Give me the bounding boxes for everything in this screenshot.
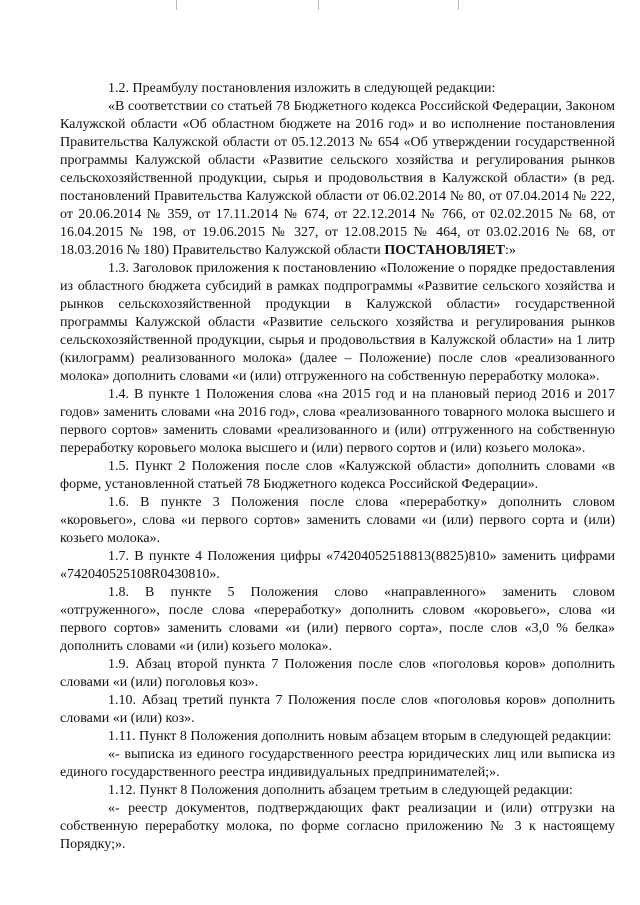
preamble-tail: :» [504,243,516,258]
paragraph-1-12-quote: «- реестр документов, подтверждающих факт реализации и (или) отгрузки на собственную переработку молока, по форме согласно приложению № 3 к настоящему Порядку;». [60,801,615,852]
document-body [60,80,615,854]
paragraph-1-10: 1.10. Абзац третий пункта 7 Положения после слов «поголовья коров» дополнить словами «и (или) коз». [60,693,615,726]
paragraph-preamble [60,98,615,260]
paragraph-1-7: 1.7. В пункте 4 Положения цифры «74204052518813(8825)810» заменить цифрами «742040525108R0430810». [60,549,615,582]
decree-word: ПОСТАНОВЛЯЕТ [384,243,505,258]
paragraph-1-11-quote: «- выписка из единого государственного реестра юридических лиц или выписка из единого государственного реестра индивидуальных предпринимателей;». [60,747,615,780]
paragraph-1-12: 1.12. Пункт 8 Положения дополнить абзацем третьим в следующей редакции: [108,783,573,798]
scan-mark [176,0,177,10]
paragraph-1-2: 1.2. Преамбулу постановления изложить в следующей редакции: [108,81,496,96]
paragraph-1-3: 1.3. Заголовок приложения к постановлению «Положение о порядке предоставления из областного бюджета субсидий в рамках подпрограммы «Развитие сельского хозяйства и рынков сельскохозяйственной продукции в Калужской области» государственной программы Калужской области «Развитие сельского хозяйства и регулирования рынков сельскохозяйственной продукции, сырья и продовольствия в Калужской области» на 1 литр (килограмм) реализованного молока» (далее – Положение) после слов «реализованного молока» дополнить словами «и (или) отгруженного на собственную переработку молока». [60,261,615,384]
paragraph-1-4: 1.4. В пункте 1 Положения слова «на 2015 год и на плановый период 2016 и 2017 годов» заменить словами «на 2016 год», слова «реализованного товарного молока высшего и первого сортов» заменить словами «реализованного и (или) отгруженного на собственную переработку коровьего молока высшего и (или) первого сортов и (или) козьего молока». [60,387,615,456]
paragraph-1-6: 1.6. В пункте 3 Положения после слова «переработку» дополнить словом «коровьего», слова «и первого сортов» заменить словами «и (или) первого сорта и (или) козьего молока». [60,495,615,546]
preamble-text: «В соответствии со статьей 78 Бюджетного кодекса Российской Федерации, Законом Калужской области «Об областном бюджете на 2016 год» и во исполнение постановления Правительства Калужской области от 05.12.2013 № 654 «Об утверждении государственной программы Калужской области «Развитие сельского хозяйства и регулирования рынков сельскохозяйственной продукции, сырья и продовольствия в Калужской области» (в ред. постановлений Правительства Калужской области от 06.02.2014 № 80, от 07.04.2014 № 222, от 20.06.2014 № 359, от 17.11.2014 № 674, от 22.12.2014 № 766, от 02.02.2015 № 68, от 16.04.2015 № 198, от 19.06.2015 № 327, от 12.08.2015 № 464, от 03.02.2016 № 68, от 18.03.2016 № 180) Правительство Калужской области [60,99,615,258]
paragraph-1-5: 1.5. Пункт 2 Положения после слов «Калужской области» дополнить словами «в форме, установленной статьей 78 Бюджетного кодекса Российской Федерации». [60,459,615,492]
paragraph-1-8: 1.8. В пункте 5 Положения слово «направленного» заменить словом «отгруженного», после слова «переработку» дополнить словом «коровьего», слова «и первого сортов» заменить словами «и (или) первого сорта», после слов «3,0 % белка» дополнить словами «и (или) козьего молока». [60,585,615,654]
scan-mark [458,0,459,10]
paragraph-1-9: 1.9. Абзац второй пункта 7 Положения после слов «поголовья коров» дополнить словами «и (или) поголовья коз». [60,657,615,690]
scan-mark [318,0,319,10]
paragraph-1-11: 1.11. Пункт 8 Положения дополнить новым абзацем вторым в следующей редакции: [108,729,612,744]
